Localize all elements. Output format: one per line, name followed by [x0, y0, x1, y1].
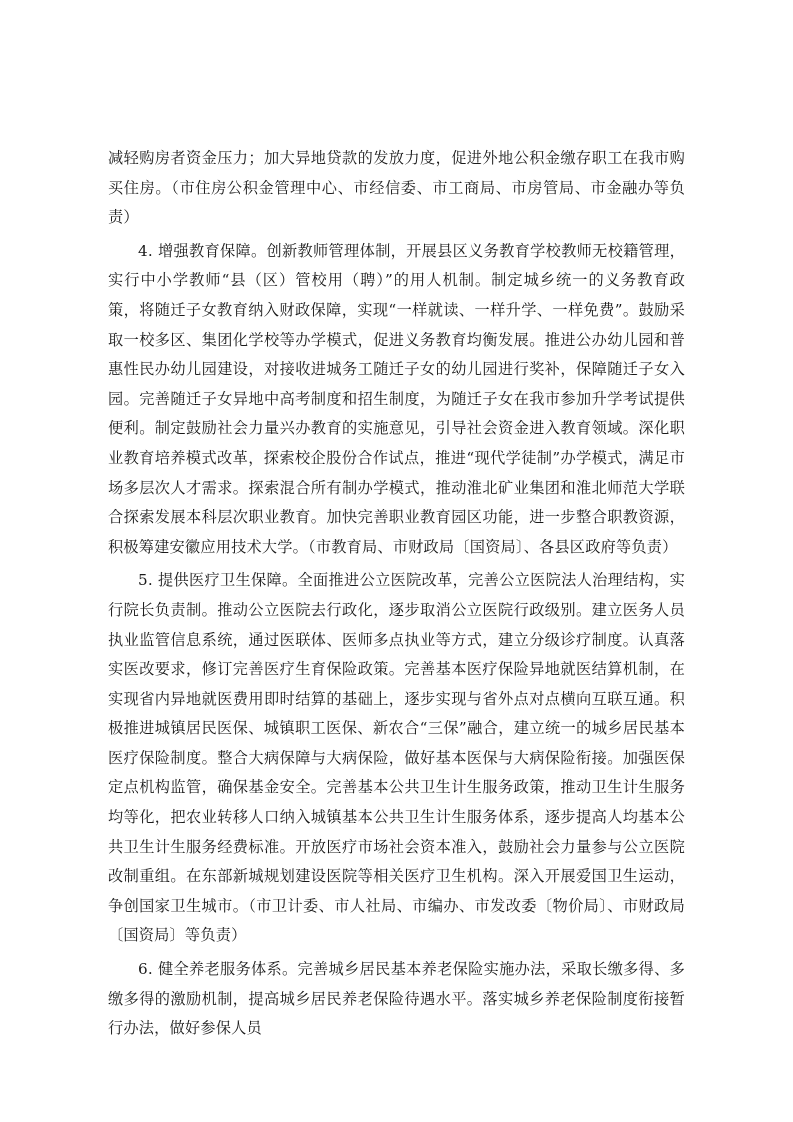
paragraph-medical-health: 5. 提供医疗卫生保障。全面推进公立医院改革，完善公立医院法人治理结构，实行院长负责制。推动公立医院去行政化，逐步取消公立医院行政级别。建立医务人员执业监管信息系统，通过医联体、医师多点执业等方式，建立分级诊疗制度。认真落实医改要求，修订完善医疗生育保险政策。完善基本医疗保险异地就医结算机制，在实现省内异地就医费用即时结算的基础上，逐步实现与省外点对点横向互联互通。积极推进城镇居民医保、城镇职工医保、新农合“三保”融合，建立统一的城乡居民基本医疗保险制度。整合大病保障与大病保险，做好基本医保与大病保险衔接。加强医保定点机构监管，确保基金安全。完善基本公共卫生计生服务政策，推动卫生计生服务均等化，把农业转移人口纳入城镇基本公共卫生计生服务体系，逐步提高人均基本公共卫生计生服务经费标准。开放医疗市场社会资本准入，鼓励社会力量参与公立医院改制重组。在东部新城规划建设医院等相关医疗卫生机构。深入开展爱国卫生运动，争创国家卫生城市。（市卫计委、市人社局、市编办、市发改委〔物价局〕、市财政局〔国资局〕等负责）	[108, 571, 685, 945]
paragraph-elderly-care: 6. 健全养老服务体系。完善城乡居民基本养老保险实施办法，采取长缴多得、多缴多得的激励机制，提高城乡居民养老保险待遇水平。落实城乡养老保险制度衔接暂行办法，做好参保人员	[108, 960, 685, 1038]
document-page	[108, 144, 685, 1044]
paragraph-housing-fund: 减轻购房者资金压力；加大异地贷款的发放力度，促进外地公积金缴存职工在我市购买住房。（市住房公积金管理中心、市经信委、市工商局、市房管局、市金融办等负责）	[108, 149, 685, 227]
paragraph-education-guarantee: 4. 增强教育保障。创新教师管理体制，开展县区义务教育学校教师无校籍管理，实行中小学教师“县（区）管校用（聘）”的用人机制。制定城乡统一的义务教育政策，将随迁子女教育纳入财政保障，实现“一样就读、一样升学、一样免费”。鼓励采取一校多区、集团化学校等办学模式，促进义务教育均衡发展。推进公办幼儿园和普惠性民办幼儿园建设，对接收进城务工随迁子女的幼儿园进行奖补，保障随迁子女入园。完善随迁子女异地中高考制度和招生制度，为随迁子女在我市参加升学考试提供便利。制定鼓励社会力量兴办教育的实施意见，引导社会资金进入教育领域。深化职业教育培养模式改革，探索校企股份合作试点，推进“现代学徒制”办学模式，满足市场多层次人才需求。探索混合所有制办学模式，推动淮北矿业集团和淮北师范大学联合探索发展本科层次职业教育。加快完善职业教育园区功能，进一步整合职教资源，积极筹建安徽应用技术大学。（市教育局、市财政局〔国资局〕、各县区政府等负责）	[108, 241, 685, 556]
